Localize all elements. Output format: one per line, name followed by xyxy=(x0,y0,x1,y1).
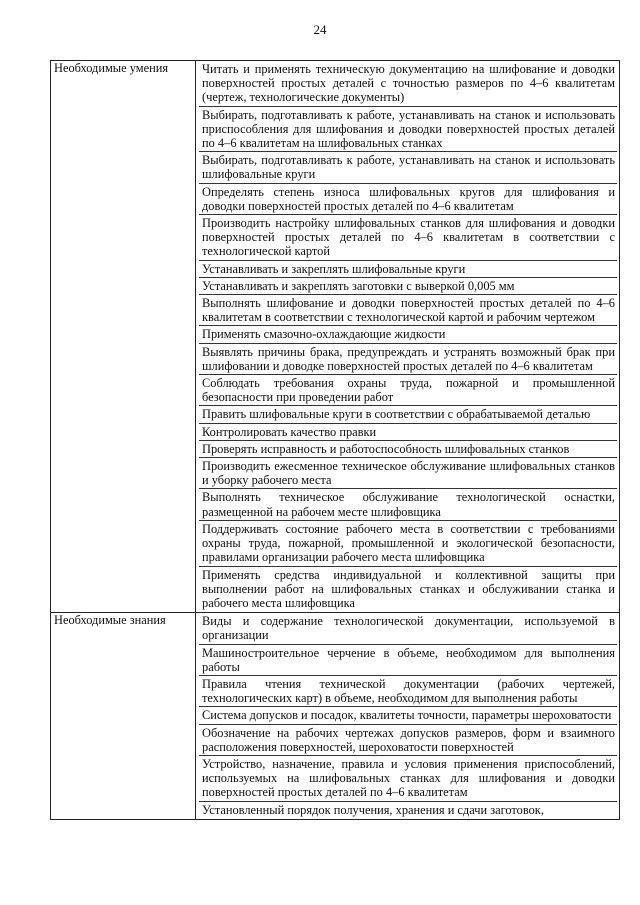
list-item: Читать и применять техническую документацию на шлифование и доводки поверхностей простых деталей с точностью размеров по 4–6 квалитетам (чертеж, технологические документы) xyxy=(199,61,617,107)
list-item: Устанавливать и закреплять заготовки с выверкой 0,005 мм xyxy=(199,278,617,295)
section-items-knowledge xyxy=(196,613,620,820)
list-item: Применять средства индивидуальной и коллективной защиты при выполнении работ на шлифовальных станках и обслуживании станка и рабочего места шлифовщика xyxy=(202,567,615,610)
list-item: Устанавливать и закреплять шлифовальные круги xyxy=(199,261,617,278)
section-items-skills xyxy=(196,61,620,613)
list-item: Соблюдать требования охраны труда, пожарной и промышленной безопасности при проведении работ xyxy=(199,375,617,406)
list-item: Контролировать качество правки xyxy=(199,424,617,441)
list-item: Применять смазочно-охлаждающие жидкости xyxy=(199,326,617,343)
list-item: Установленный порядок получения, хранения и сдачи заготовок, xyxy=(202,802,544,817)
table-row xyxy=(51,613,620,820)
list-item: Производить настройку шлифовальных станков для шлифования и доводки поверхностей простых деталей по 4–6 квалитетам в соответствии с технологической картой xyxy=(199,215,617,261)
list-item: Виды и содержание технологической документации, используемой в организации xyxy=(199,613,617,644)
list-item: Выполнять шлифование и доводки поверхностей простых деталей по 4–6 квалитетам в соответствии с технологической картой и рабочим чертежом xyxy=(199,295,617,326)
list-item: Выполнять техническое обслуживание технологической оснастки, размещенной на рабочем месте шлифовщика xyxy=(199,489,617,520)
list-item: Проверять исправность и работоспособность шлифовальных станков xyxy=(199,441,617,458)
list-item: Выбирать, подготавливать к работе, устанавливать на станок и использовать приспособления для шлифования и доводки поверхностей простых деталей по 4–6 квалитетам на шлифовальных станках xyxy=(199,107,617,153)
requirements-table xyxy=(50,60,620,820)
section-label-skills: Необходимые умения xyxy=(51,61,196,613)
list-item: Машиностроительное черчение в объеме, необходимом для выполнения работы xyxy=(199,645,617,676)
list-item: Поддерживать состояние рабочего места в соответствии с требованиями охраны труда, пожарной, промышленной и экологической безопасности, правилами организации рабочего места шлифовщика xyxy=(199,521,617,567)
page-number: 24 xyxy=(313,22,327,37)
list-item: Определять степень износа шлифовальных кругов для шлифования и доводки поверхностей простых деталей по 4–6 квалитетам xyxy=(199,184,617,215)
list-item: Правила чтения технической документации (рабочих чертежей, технологических карт) в объеме, необходимом для выполнения работы xyxy=(199,676,617,707)
section-label-knowledge: Необходимые знания xyxy=(51,613,196,820)
list-item: Производить ежесменное техническое обслуживание шлифовальных станков и уборку рабочего места xyxy=(199,458,617,489)
list-item: Обозначение на рабочих чертежах допусков размеров, форм и взаимного расположения поверхностей, шероховатости поверхностей xyxy=(199,725,617,756)
table-row xyxy=(51,61,620,613)
list-item: Система допусков и посадок, квалитеты точности, параметры шероховатости xyxy=(199,707,617,724)
list-item: Править шлифовальные круги в соответствии с обрабатываемой деталью xyxy=(199,406,617,423)
list-item: Выявлять причины брака, предупреждать и устранять возможный брак при шлифовании и доводке поверхностей простых деталей по 4–6 квалитетам xyxy=(199,344,617,375)
list-item: Выбирать, подготавливать к работе, устанавливать на станок и использовать шлифовальные круги xyxy=(199,152,617,183)
list-item: Устройство, назначение, правила и условия применения приспособлений, используемых на шлифовальных станках для шлифования и доводки поверхностей простых деталей по 4–6 квалитетам xyxy=(199,756,617,802)
